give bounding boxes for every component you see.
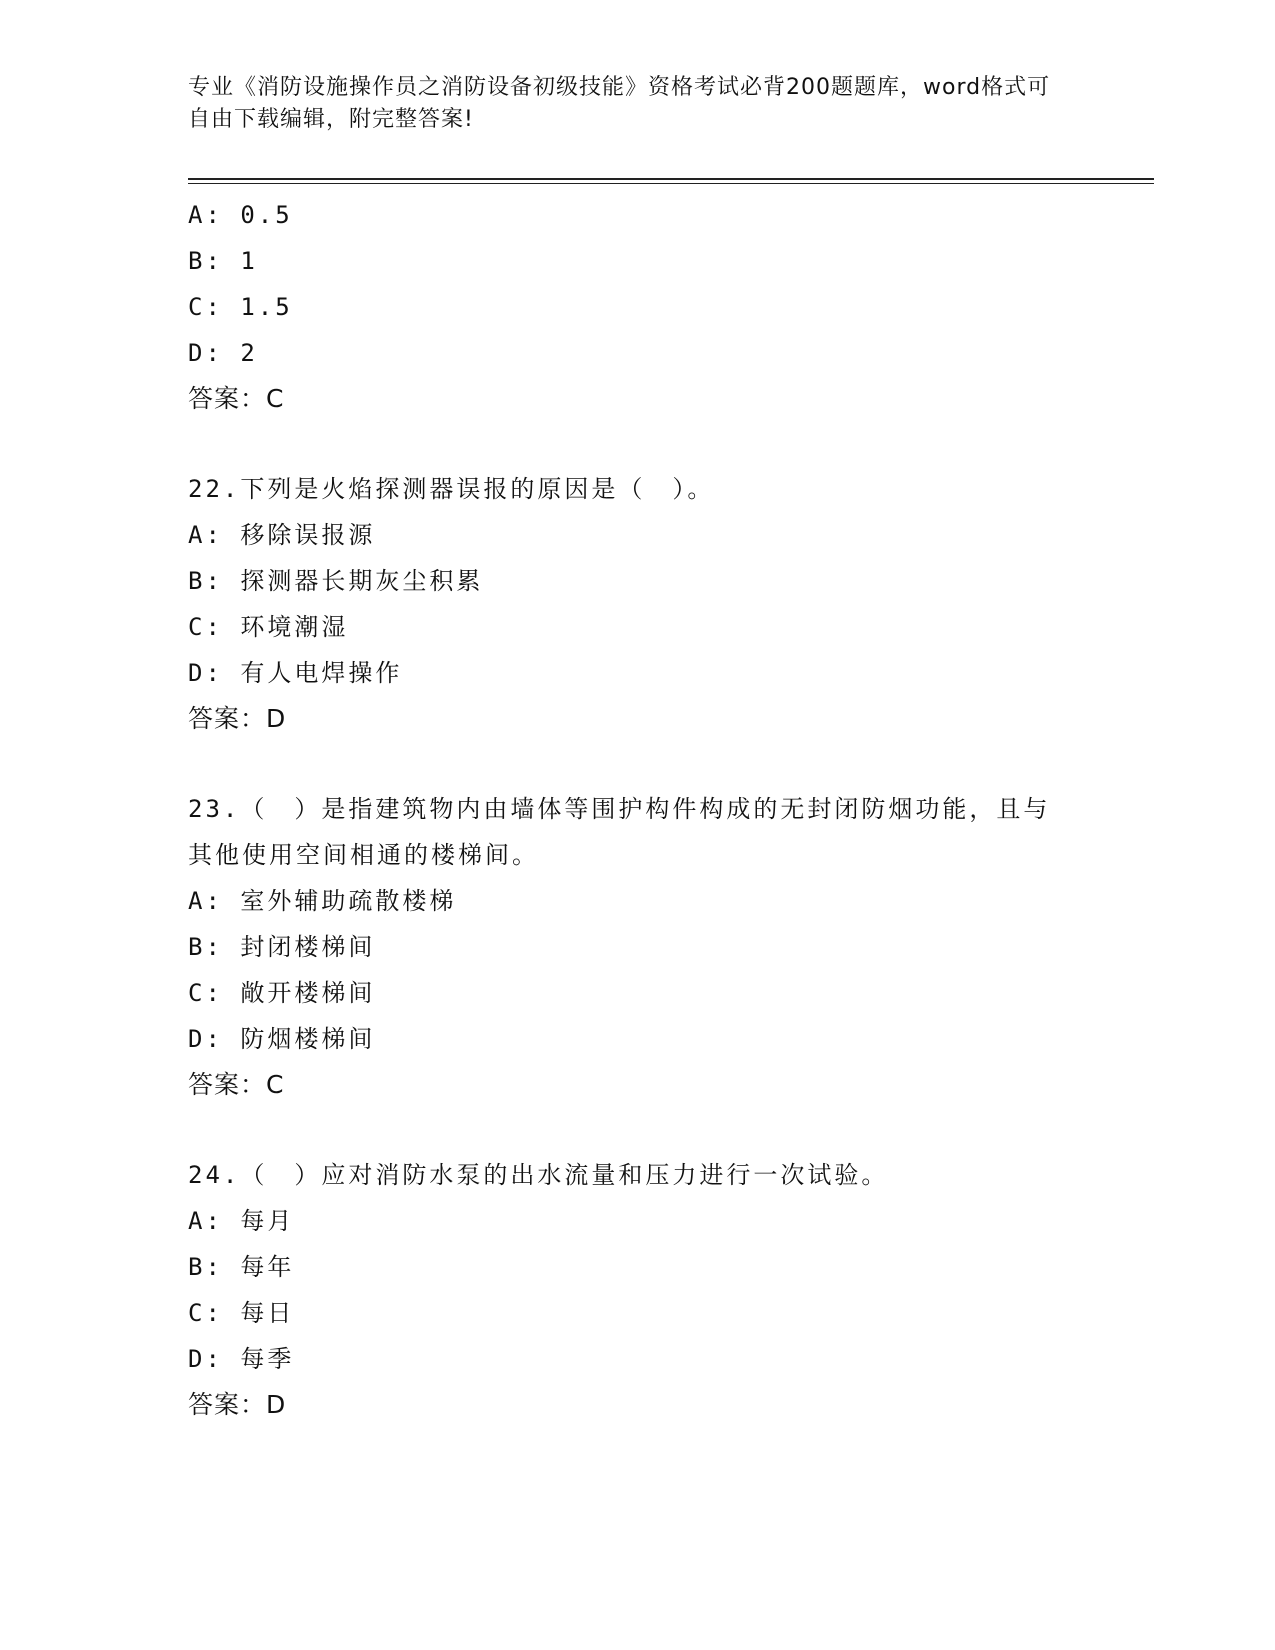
answer: 答案：D [188,1390,287,1419]
option-d: D: 有人电焊操作 [188,659,403,687]
header-rule-thick [188,178,1154,180]
question-block-21 [188,192,1088,422]
question-text: 22.下列是火焰探测器误报的原因是（ ）。 [188,475,715,503]
answer: 答案：C [188,384,285,413]
option-c: C: 敞开楼梯间 [188,979,376,1007]
option-b: B: 每年 [188,1253,295,1281]
option-b: B: 封闭楼梯间 [188,933,376,961]
option-c: C: 每日 [188,1299,295,1327]
question-block-22 [188,466,1088,742]
option-b: B: 探测器长期灰尘积累 [188,567,484,595]
option-d: D: 每季 [188,1345,295,1373]
answer: 答案：C [188,1070,285,1099]
option-b: B: 1 [188,247,258,275]
option-a: A: 0.5 [188,201,293,229]
option-d: D: 防烟楼梯间 [188,1025,376,1053]
option-d: D: 2 [188,339,258,367]
option-c: C: 环境潮湿 [188,613,349,641]
document-header: 专业《消防设施操作员之消防设备初级技能》资格考试必背200题题库，word格式可自由下载编辑，附完整答案! [188,75,1051,132]
question-text: 23.（ ）是指建筑物内由墙体等围护构件构成的无封闭防烟功能，且与其他使用空间相通的楼梯间。 [188,795,1051,869]
question-block-24 [188,1152,1088,1428]
header-rule-thin [188,183,1154,184]
question-text: 24.（ ）应对消防水泵的出水流量和压力进行一次试验。 [188,1161,889,1189]
option-c: C: 1.5 [188,293,293,321]
option-a: A: 每月 [188,1207,295,1235]
option-a: A: 室外辅助疏散楼梯 [188,887,457,915]
question-list [188,192,1088,1428]
answer: 答案：D [188,704,287,733]
option-a: A: 移除误报源 [188,521,376,549]
question-block-23 [188,786,1088,1108]
